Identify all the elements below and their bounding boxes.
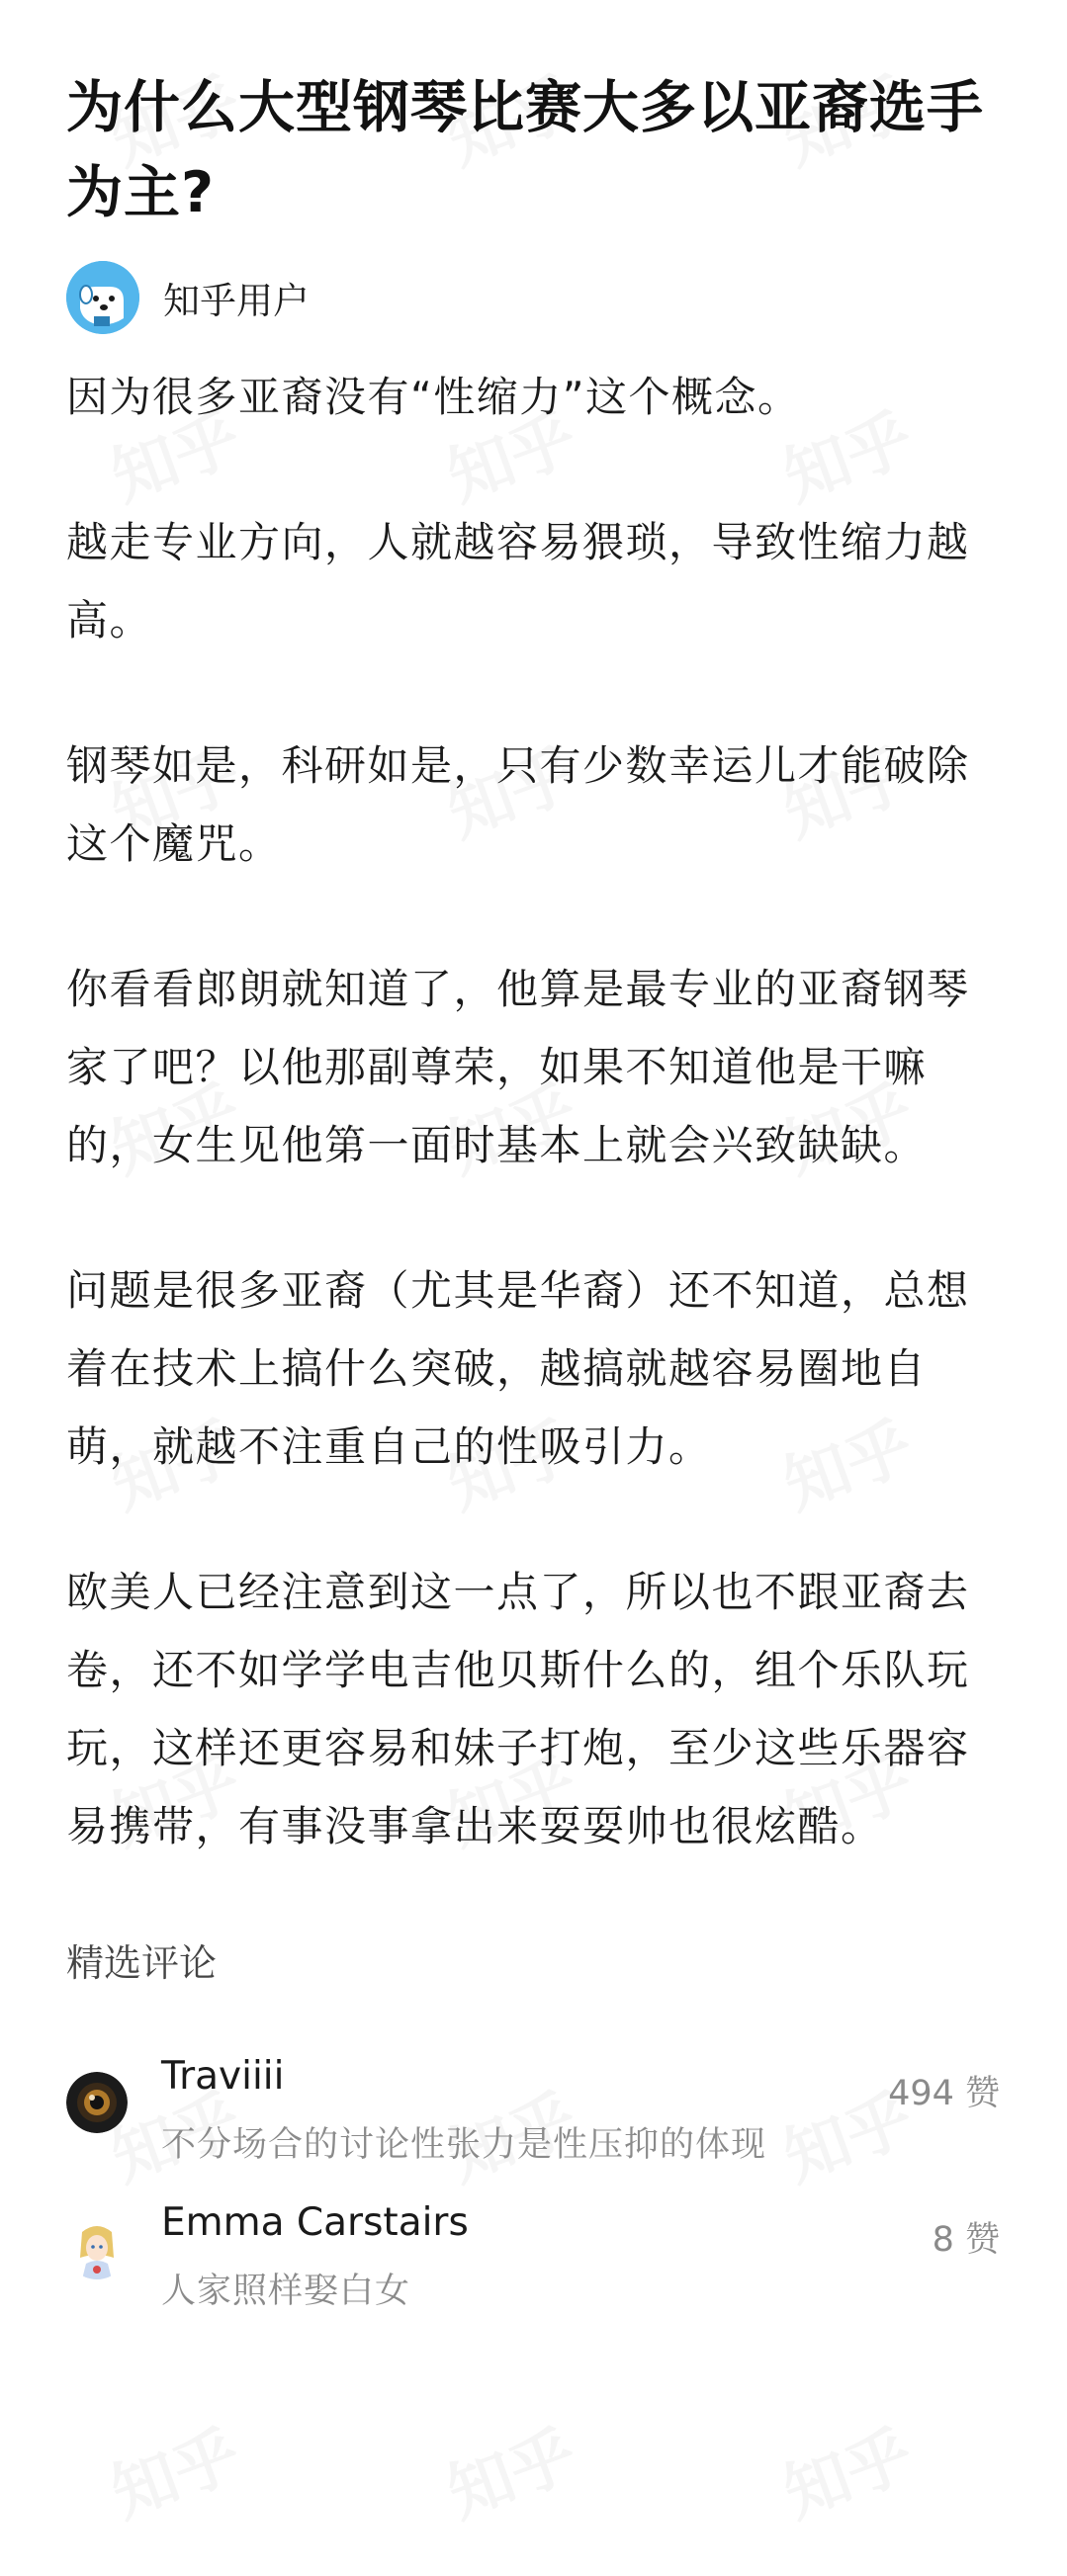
answer-paragraph: 你看看郎朗就知道了，他算是最专业的亚裔钢琴家了吧？以他那副尊荣，如果不知道他是干嘛的，女生见他第一面时基本上就会兴致缺缺。 — [66, 965, 970, 1169]
comment-like-count[interactable]: 494 赞 — [888, 2074, 1000, 2113]
comment-like-count[interactable]: 8 赞 — [932, 2220, 1000, 2260]
author-name[interactable]: 知乎用户 — [163, 280, 310, 322]
author-row[interactable] — [66, 259, 1000, 336]
watermark-text — [97, 2402, 252, 2534]
answer-paragraph: 欧美人已经注意到这一点了，所以也不跟亚裔去卷，还不如学学电吉他贝斯什么的，组个乐队玩玩，这样还更容易和妹子打炮，至少这些乐器容易携带，有事没事拿出来耍耍帅也很炫酷。 — [66, 1568, 970, 1850]
commenter-name[interactable]: Traviiii — [161, 2054, 285, 2099]
watermark-text — [433, 2402, 588, 2534]
question-title[interactable]: 为什么大型钢琴比赛大多以亚裔选手为主? — [66, 75, 984, 225]
featured-comments-heading: 精选评论 — [66, 1941, 218, 1985]
watermark-text — [769, 2402, 925, 2534]
comment-text: 人家照样娶白女 — [161, 2272, 411, 2311]
commenter-name[interactable]: Emma Carstairs — [161, 2200, 469, 2245]
answer-paragraph: 因为很多亚裔没有“性缩力”这个概念。 — [66, 373, 801, 421]
answer-paragraph: 钢琴如是，科研如是，只有少数幸运儿才能破除这个魔咒。 — [66, 741, 970, 868]
avatar-dog-icon — [66, 261, 139, 334]
comment-item[interactable] — [66, 2183, 1000, 2329]
comments-list — [66, 2036, 1000, 2329]
comment-item[interactable] — [66, 2036, 1000, 2183]
avatar-eye-icon — [66, 2072, 128, 2133]
answer-paragraph: 问题是很多亚裔（尤其是华裔）还不知道，总想着在技术上搞什么突破，越搞就越容易圈地自萌，就越不注重自己的性吸引力。 — [66, 1266, 970, 1471]
avatar-anime-icon — [66, 2218, 128, 2279]
commenter-avatar[interactable] — [66, 2218, 128, 2279]
comment-text: 不分场合的讨论性张力是性压抑的体现 — [161, 2125, 767, 2165]
answer-body — [66, 358, 1000, 1865]
commenter-avatar[interactable] — [66, 2072, 128, 2133]
author-avatar[interactable] — [66, 261, 139, 334]
answer-paragraph: 越走专业方向，人就越容易猥琐，导致性缩力越高。 — [66, 518, 970, 644]
